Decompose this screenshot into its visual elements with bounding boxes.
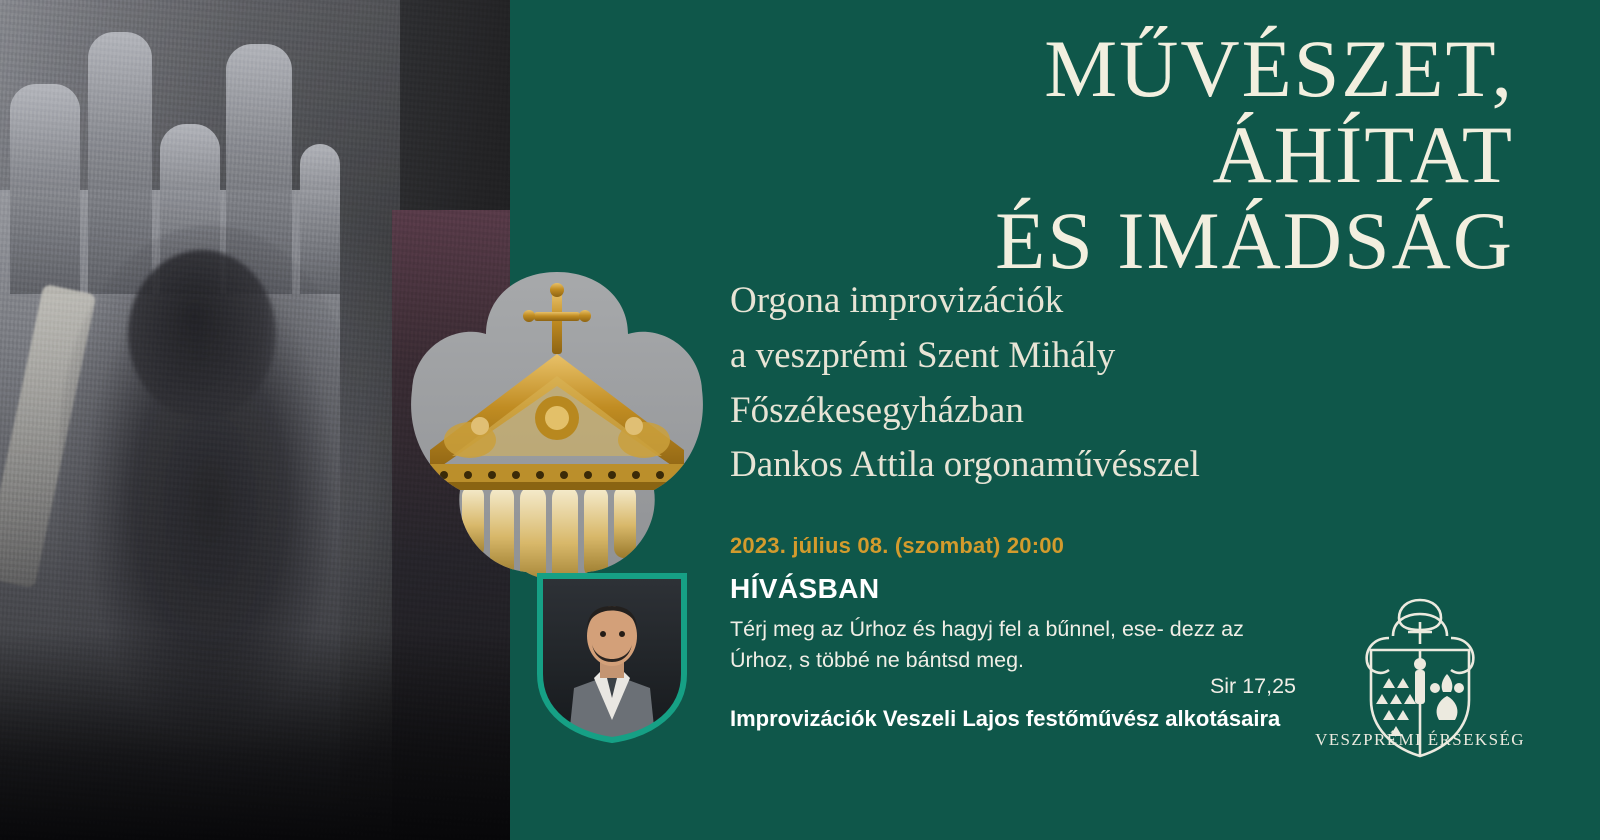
quote-line-1: Térj meg az Úrhoz és hagyj fel a bűnnel, ese-	[730, 617, 1164, 641]
headline-line-2: ÉS IMÁDSÁG	[995, 195, 1514, 287]
logo-caption: VESZPRÉMI ÉRSEKSÉG	[1315, 730, 1525, 749]
subtitle-line-1: Orgona improvizációk	[730, 280, 1064, 321]
organist-portrait-photo	[534, 570, 690, 746]
event-title: HÍVÁSBAN	[730, 573, 880, 604]
subtitle-line-3: Főszékesegyházban	[730, 389, 1024, 431]
subtitle-line-2: a veszprémi Szent Mihály	[730, 334, 1116, 376]
footer-note-line-2: alkotásaira	[1165, 706, 1281, 731]
event-datetime: 2023. július 08. (szombat) 20:00	[730, 533, 1065, 558]
medallion-frame	[392, 268, 722, 588]
organ-pipes-photo	[392, 268, 722, 588]
scripture-reference: Sir 17,25	[1209, 674, 1296, 698]
footer-note	[730, 704, 1330, 735]
page-title	[724, 23, 1514, 287]
subtitle-block	[730, 274, 1560, 493]
subtitle-line-4: Dankos Attila orgonaművésszel	[730, 444, 1200, 486]
footer-note-line-1: Improvizációk Veszeli Lajos festőművész	[730, 706, 1160, 731]
scripture-quote	[730, 614, 1310, 675]
headline-line-1: MŰVÉSZET, ÁHÍTAT	[1044, 23, 1514, 201]
quote-line-2: dezz az Úrhoz, s többé ne bántsd meg.	[730, 617, 1244, 672]
